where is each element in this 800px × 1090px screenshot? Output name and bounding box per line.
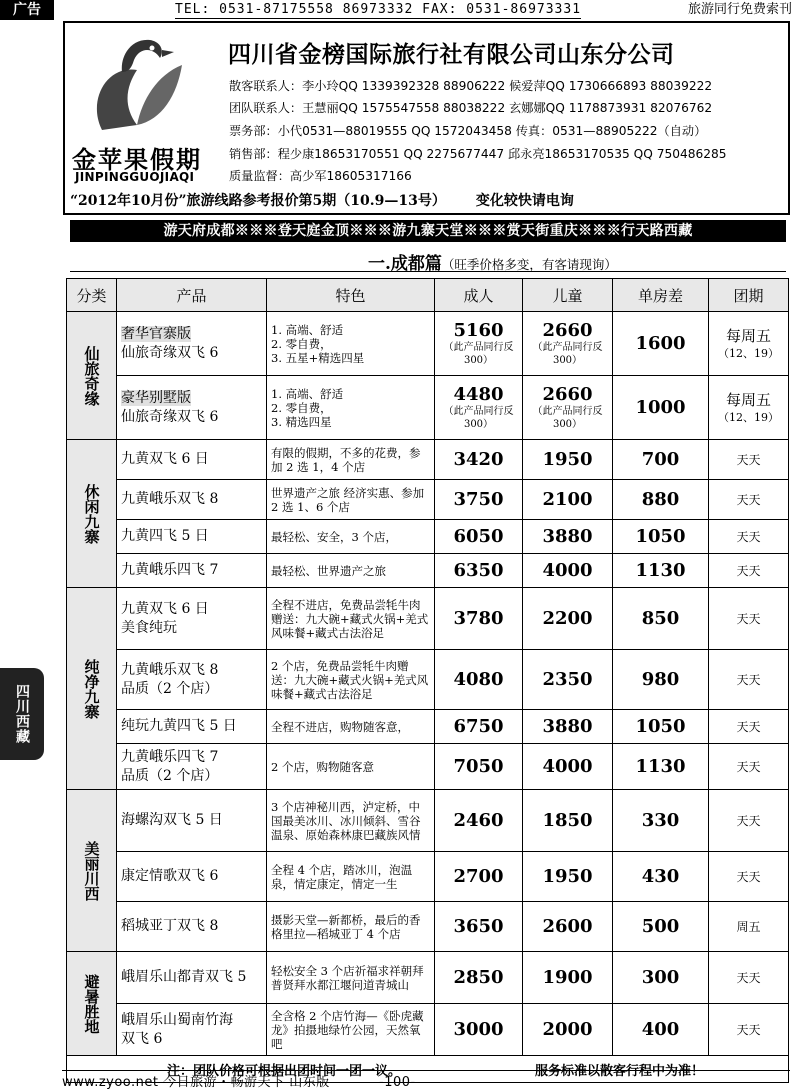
single-supplement: 850 [613,588,709,650]
product-line2: 美食纯玩 [121,619,177,636]
period: 每周五 [725,326,771,345]
price-note: （此产品同行反 300） [532,405,603,430]
adult-price: 3000 [435,1004,523,1056]
adult-price: 6350 [435,554,523,588]
product-cell: 九黄峨乐四飞 7 [117,554,267,588]
period: 天天 [709,650,789,710]
table-row [67,376,789,440]
table-row [67,902,789,952]
single-supplement: 400 [613,1004,709,1056]
table-row [67,650,789,710]
header-feature: 特色 [267,279,435,312]
period: 天天 [709,520,789,554]
product-cell: 海螺沟双飞 5 日 [117,790,267,852]
category-cell [67,588,117,790]
single-supplement: 1050 [613,710,709,744]
info-line: 质量监督：高少军18605317166 [229,169,412,183]
table-row [67,744,789,790]
child-price: 2600 [523,902,613,952]
feature-cell: 最轻松、世界遗产之旅 [267,554,435,588]
header-product: 产品 [117,279,267,312]
product-line2: 品质（2 个店） [121,680,219,697]
price-note: （此产品同行反 300） [443,341,514,366]
info-line: 销售部：程少康18653170551 QQ 2275677447 邱永亮18653170535 QQ 750486285 [229,147,727,161]
feature-cell: 2 个店，购物随客意 [267,744,435,790]
child-price-cell [523,312,613,376]
feature-cell [267,376,435,440]
quote-line [70,190,574,210]
period: 天天 [709,710,789,744]
route-banner: 游天府成都※※※登天庭金顶※※※游九寨天堂※※※赏天街重庆※※※行天路西藏 [70,220,786,242]
product-cell [117,744,267,790]
adult-price: 3650 [435,902,523,952]
feature-line: 2. 零自费， [271,400,332,415]
header-category: 分类 [67,279,117,312]
contact-line: TEL: 0531-87175558 86973332 FAX: 0531-86973331 [175,2,582,17]
feature-cell: 最轻松、安全，3 个店， [267,520,435,554]
section-note: （旺季价格多变，有客请现询） [441,257,617,272]
quote-right: 变化较快请电询 [475,193,574,209]
feature-line: 3. 五星+精选四星 [271,350,365,365]
product-line1: 九黄双飞 6 日 [121,600,209,617]
product-cell [117,588,267,650]
adult-price: 5160 [453,319,504,341]
product-line2: 品质（2 个店） [121,767,219,784]
feature-cell: 全程不进店，免费品尝牦牛肉赠送：九大碗+藏式火锅+羌式风味餐+藏式古法浴足 [267,588,435,650]
child-price: 1950 [523,440,613,480]
product-line2: 双飞 6 [121,1030,163,1047]
header-single: 单房差 [613,279,709,312]
feature-cell: 全含格 2 个店竹海—《卧虎藏龙》拍摄地绿竹公园，天然氧吧 [267,1004,435,1056]
adult-price: 7050 [435,744,523,790]
table-row [67,790,789,852]
feature-cell: 世界遗产之旅 经济实惠、参加 2 选 1、6 个店 [267,480,435,520]
child-price: 2100 [523,480,613,520]
category-cell [67,440,117,588]
period: 天天 [709,554,789,588]
child-price: 1850 [523,790,613,852]
period: 天天 [709,744,789,790]
single-supplement: 880 [613,480,709,520]
period: 天天 [709,588,789,650]
table-row [67,710,789,744]
period: 天天 [709,1004,789,1056]
adult-price-cell [435,376,523,440]
single-supplement: 1600 [613,312,709,376]
table-row [67,312,789,376]
adult-price-cell [435,312,523,376]
feature-cell: 全程不进店，购物随客意， [267,710,435,744]
product-line1: 九黄峨乐双飞 8 [121,661,219,678]
period-note: （12、19） [718,410,779,424]
period: 天天 [709,852,789,902]
feature-cell: 轻松安全 3 个店祈福求祥朝拜普贤拜水都江堰问道青城山 [267,952,435,1004]
page-number: -100- [379,1075,416,1090]
feature-line: 2. 零自费， [271,336,332,351]
adult-price: 3750 [435,480,523,520]
table-row [67,588,789,650]
product-line2: 仙旅奇缘双飞 6 [121,408,219,425]
category-cell [67,790,117,952]
side-tab: 四川西藏 [0,668,44,760]
adult-price: 2850 [435,952,523,1004]
table-row [67,852,789,902]
category-label: 避暑胜地 [82,973,101,1034]
single-supplement: 300 [613,952,709,1004]
table-row [67,520,789,554]
single-supplement: 1050 [613,520,709,554]
child-price: 2000 [523,1004,613,1056]
child-price: 3880 [523,520,613,554]
product-cell [117,1004,267,1056]
child-price: 2660 [542,383,593,405]
header-adult: 成人 [435,279,523,312]
period-cell [709,312,789,376]
feature-cell: 2 个店，免费品尝牦牛肉赠送：九大碗+藏式火锅+羌式风味餐+藏式古法浴足 [267,650,435,710]
product-cell [117,650,267,710]
product-cell: 九黄双飞 6 日 [117,440,267,480]
child-price: 2660 [542,319,593,341]
product-line2: 仙旅奇缘双飞 6 [121,344,219,361]
period: 天天 [709,440,789,480]
product-line1: 奢华官寨版 [121,325,191,342]
period-cell [709,376,789,440]
info-line: 票务部：小代0531—88019555 QQ 1572043458 传真：0531—88905222（自动） [229,124,707,138]
child-price: 4000 [523,744,613,790]
table-row [67,952,789,1004]
adult-price: 6050 [435,520,523,554]
table-row [67,440,789,480]
product-line1: 豪华别墅版 [121,389,191,406]
period: 每周五 [725,390,771,409]
single-supplement: 330 [613,790,709,852]
child-price: 2350 [523,650,613,710]
info-line: 团队联系人：王慧丽QQ 1575547558 88038222 玄娜娜QQ 1178873931 82076762 [229,101,713,115]
feature-cell: 3 个店神秘川西，泸定桥，中国最美冰川、冰川倾斜、雪谷温泉、原始森林康巴藏族风情 [267,790,435,852]
product-cell: 稻城亚丁双飞 8 [117,902,267,952]
feature-cell: 有限的假期，不多的花费，参加 2 选 1，4 个店 [267,440,435,480]
table-row [67,480,789,520]
category-cell [67,312,117,440]
single-supplement: 500 [613,902,709,952]
product-cell [117,376,267,440]
footnote-left: 注：团队价格可根据出团时间一团一议。 [167,1063,402,1079]
adult-price: 4480 [453,383,504,405]
adult-price: 2700 [435,852,523,902]
company-name: 四川省金榜国际旅行社有限公司山东分公司 [228,41,675,68]
child-price: 3880 [523,710,613,744]
price-note: （此产品同行反 300） [532,341,603,366]
table-row [67,1004,789,1056]
category-label: 美丽川西 [82,840,101,901]
adult-price: 3780 [435,588,523,650]
price-table [66,278,789,1083]
child-price-cell [523,376,613,440]
ad-tag: 广告 [0,0,54,20]
child-price: 4000 [523,554,613,588]
product-cell: 纯玩九黄四飞 5 日 [117,710,267,744]
child-price: 1950 [523,852,613,902]
product-cell [117,312,267,376]
single-supplement: 1130 [613,744,709,790]
footer-site: www.zyoo.net 今日旅游・畅游天下 山东版 [62,1075,330,1090]
single-supplement: 1000 [613,376,709,440]
period: 天天 [709,952,789,1004]
period: 周五 [709,902,789,952]
period: 天天 [709,480,789,520]
product-cell: 九黄四飞 5 日 [117,520,267,554]
child-price: 1900 [523,952,613,1004]
section-title-text: 一.成都篇 [368,254,442,274]
category-cell [67,952,117,1056]
product-cell: 康定情歌双飞 6 [117,852,267,902]
header-child: 儿童 [523,279,613,312]
product-line1: 九黄峨乐四飞 7 [121,748,219,765]
single-supplement: 1130 [613,554,709,588]
table-header-row [67,279,789,312]
brand-pinyin: JINPINGGUOJIAQI [75,170,195,184]
product-line1: 峨眉乐山蜀南竹海 [121,1011,233,1028]
category-label: 仙旅奇缘 [82,345,101,406]
product-cell: 峨眉乐山都青双飞 5 [117,952,267,1004]
footnote-right: 服务标准以散客行程中为准！ [534,1063,704,1079]
adult-price: 3420 [435,440,523,480]
adult-price: 2460 [435,790,523,852]
footer-line [62,1071,416,1090]
product-cell: 九黄峨乐双飞 8 [117,480,267,520]
feature-cell [267,312,435,376]
publication-title: 旅游同行免费索刊 [687,2,792,17]
single-supplement: 700 [613,440,709,480]
info-line: 散客联系人：李小玲QQ 1339392328 88906222 候爱萍QQ 1730666893 88039222 [229,79,713,93]
feature-cell: 摄影天堂—新都桥，最后的香格里拉—稻城亚丁 4 个店 [267,902,435,952]
child-price: 2200 [523,588,613,650]
adult-price: 6750 [435,710,523,744]
category-label: 纯净九寨 [82,658,101,719]
table-row [67,554,789,588]
feature-line: 1. 高端、舒适 [271,322,344,337]
quote-left: “2012年10月份”旅游线路参考报价第5期（10.9—13号） [70,193,446,209]
period-note: （12、19） [718,346,779,360]
feature-line: 3. 精选四星 [271,414,332,429]
section-rule [70,271,786,272]
category-label: 休闲九寨 [82,483,101,544]
period: 天天 [709,790,789,852]
header-period: 团期 [709,279,789,312]
single-supplement: 980 [613,650,709,710]
feature-cell: 全程 4 个店，踏冰川，泡温泉，情定康定，情定一生 [267,852,435,902]
feature-line: 1. 高端、舒适 [271,386,344,401]
price-note: （此产品同行反 300） [443,405,514,430]
swan-logo-icon [82,30,192,138]
single-supplement: 430 [613,852,709,902]
adult-price: 4080 [435,650,523,710]
brand-name: 金苹果假期 [72,145,202,174]
